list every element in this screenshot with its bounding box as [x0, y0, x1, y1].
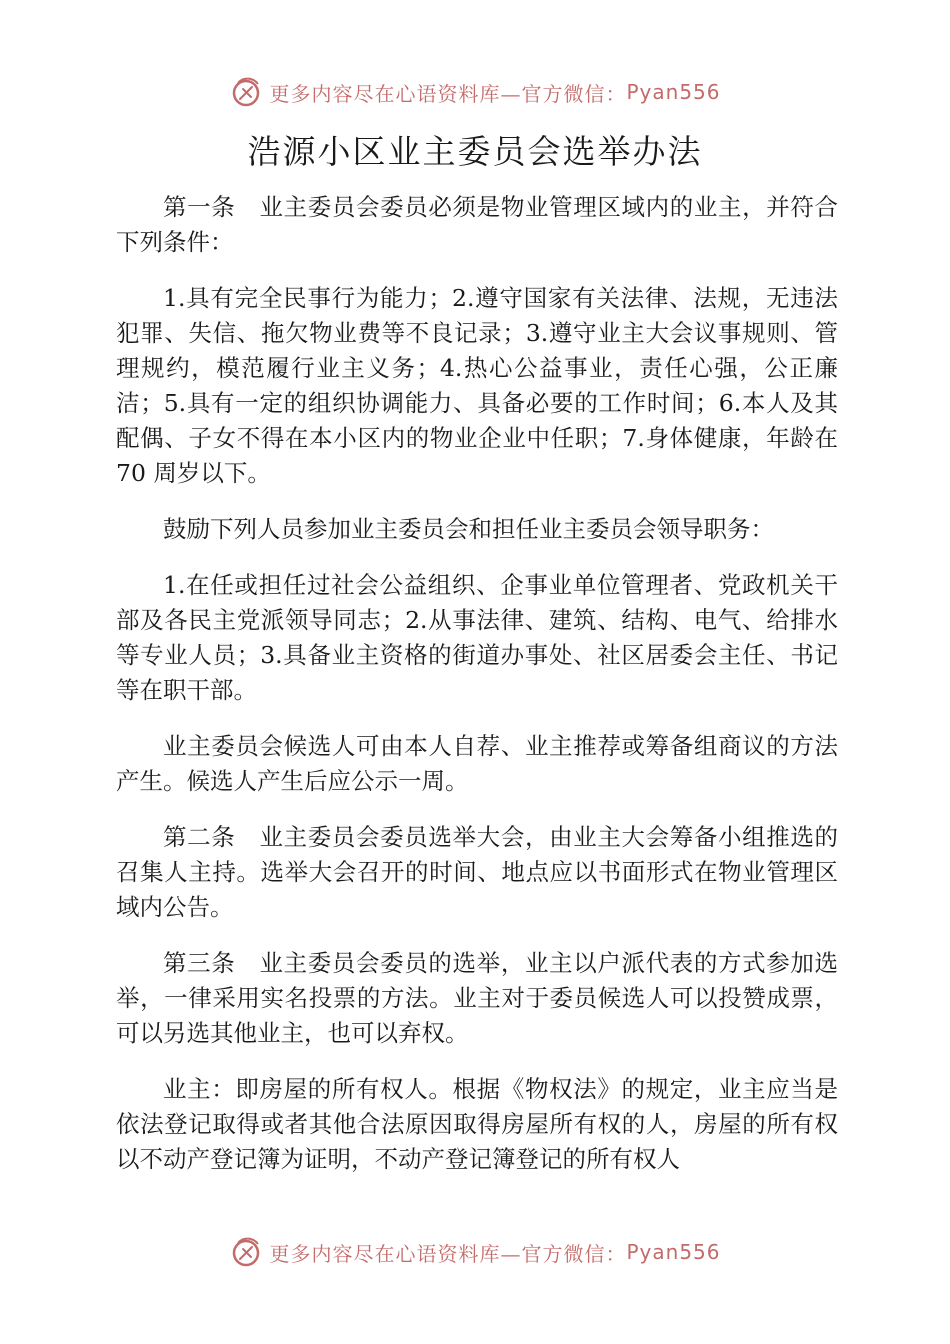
paragraph: 1.具有完全民事行为能力；2.遵守国家有关法律、法规，无违法犯罪、失信、拖欠物业费等不良记录；3.遵守业主大会议事规则、管理规约，模范履行业主义务；4.热心公益事业，责任心强，公正廉洁；5.具有一定的组织协调能力、具备必要的工作时间；6.本人及其配偶、子女不得在本小区内的物业企业中任职；7.身体健康，年龄在 70 周岁以下。 [116, 284, 838, 487]
header-watermark [0, 72, 950, 112]
paragraph: 业主：即房屋的所有权人。根据《物权法》的规定，业主应当是依法登记取得或者其他合法原因取得房屋所有权的人，房屋的所有权以不动产登记簿为证明，不动产登记簿登记的所有权人 [116, 1075, 838, 1173]
logo-icon [229, 75, 263, 109]
document-title: 浩源小区业主委员会选举办法 [247, 132, 703, 171]
paragraph: 鼓励下列人员参加业主委员会和担任业主委员会领导职务： [163, 515, 774, 543]
paragraph: 第一条 业主委员会委员必须是物业管理区域内的业主，并符合下列条件： [116, 193, 838, 256]
watermark-wechat: Pyan556 [626, 1240, 721, 1264]
paragraph: 1.在任或担任过社会公益组织、企事业单位管理者、党政机关干部及各民主党派领导同志；2.从事法律、建筑、结构、电气、给排水等专业人员；3.具备业主资格的街道办事处、社区居委会主任、书记等在职干部。 [116, 571, 838, 704]
watermark-wechat: Pyan556 [626, 80, 721, 104]
watermark-text: 更多内容尽在心语资料库—官方微信： [269, 1241, 627, 1266]
document-body [116, 190, 838, 1198]
paragraph: 第三条 业主委员会委员的选举，业主以户派代表的方式参加选举，一律采用实名投票的方法。业主对于委员候选人可以投赞成票，可以另选其他业主，也可以弃权。 [116, 949, 838, 1047]
paragraph: 业主委员会候选人可由本人自荐、业主推荐或筹备组商议的方法产生。候选人产生后应公示一周。 [116, 732, 838, 795]
logo-icon [229, 1235, 263, 1269]
footer-watermark [0, 1232, 950, 1272]
watermark-text: 更多内容尽在心语资料库—官方微信： [269, 81, 627, 106]
paragraph: 第二条 业主委员会委员选举大会，由业主大会筹备小组推选的召集人主持。选举大会召开的时间、地点应以书面形式在物业管理区域内公告。 [116, 823, 838, 921]
